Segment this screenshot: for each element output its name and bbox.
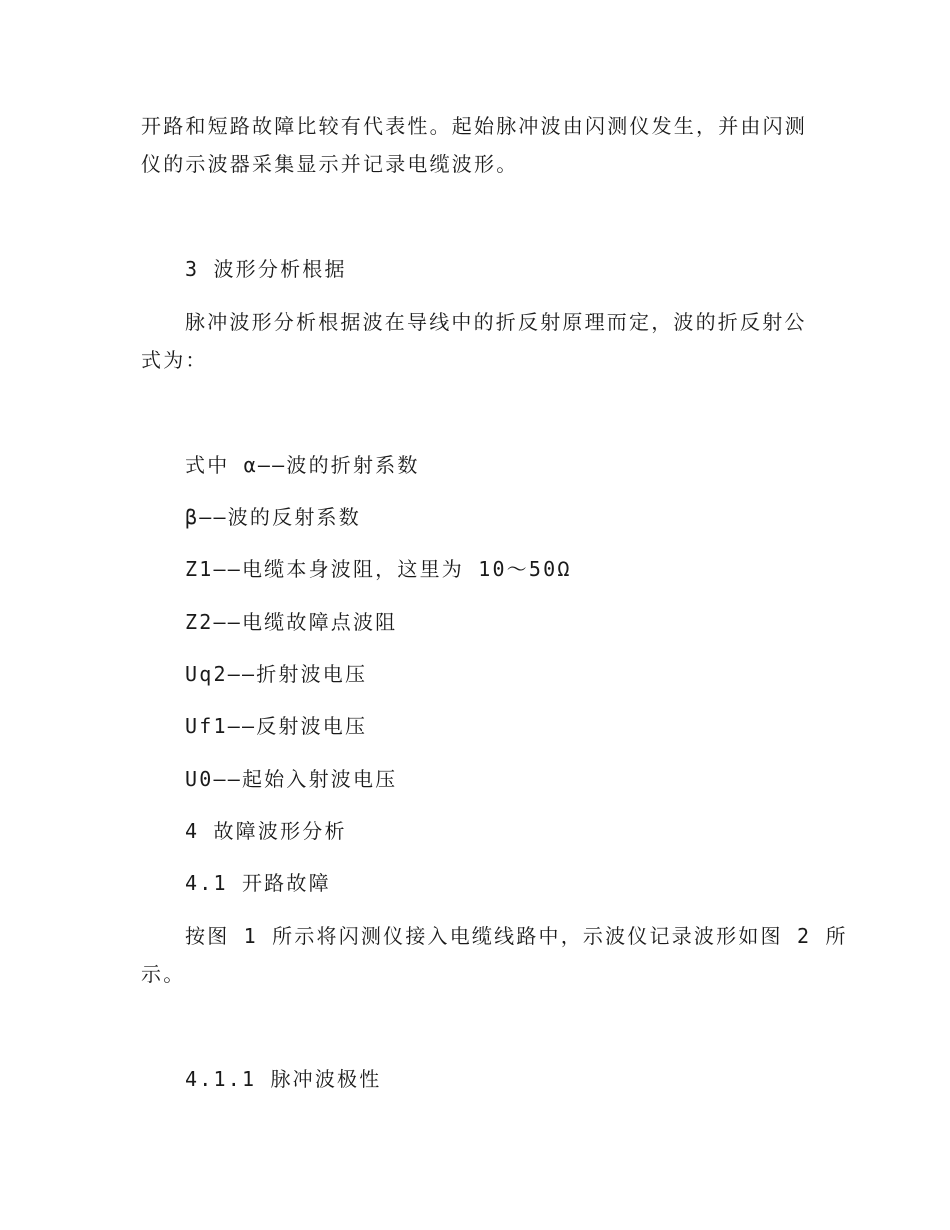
- paragraph-line: 脉冲波形分析根据波在导线中的折反射原理而定，波的折反射公: [185, 310, 807, 334]
- definition-line: U0——起始入射波电压: [185, 767, 398, 791]
- subsection-heading: 4.1 开路故障: [185, 871, 331, 895]
- paragraph-line: 式为：: [141, 348, 208, 372]
- definition-line: Z2——电缆故障点波阻: [185, 610, 398, 634]
- definition-line: β——波的反射系数: [185, 505, 361, 529]
- definition-line: Uf1——反射波电压: [185, 714, 368, 738]
- paragraph-line: 示。: [141, 962, 186, 986]
- definition-line: 式中 α——波的折射系数: [185, 453, 420, 477]
- subsection-heading: 4.1.1 脉冲波极性: [185, 1067, 382, 1091]
- section-heading: 3 波形分析根据: [185, 257, 347, 281]
- definition-line: Z1——电缆本身波阻，这里为 10～50Ω: [185, 557, 572, 581]
- definition-line: Uq2——折射波电压: [185, 662, 368, 686]
- paragraph-line: 开路和短路故障比较有代表性。起始脉冲波由闪测仪发生，并由闪测: [141, 114, 807, 138]
- paragraph-line: 按图 1 所示将闪测仪接入电缆线路中，示波仪记录波形如图 2 所: [185, 924, 848, 948]
- paragraph-line: 仪的示波器采集显示并记录电缆波形。: [141, 152, 519, 176]
- section-heading: 4 故障波形分析: [185, 819, 347, 843]
